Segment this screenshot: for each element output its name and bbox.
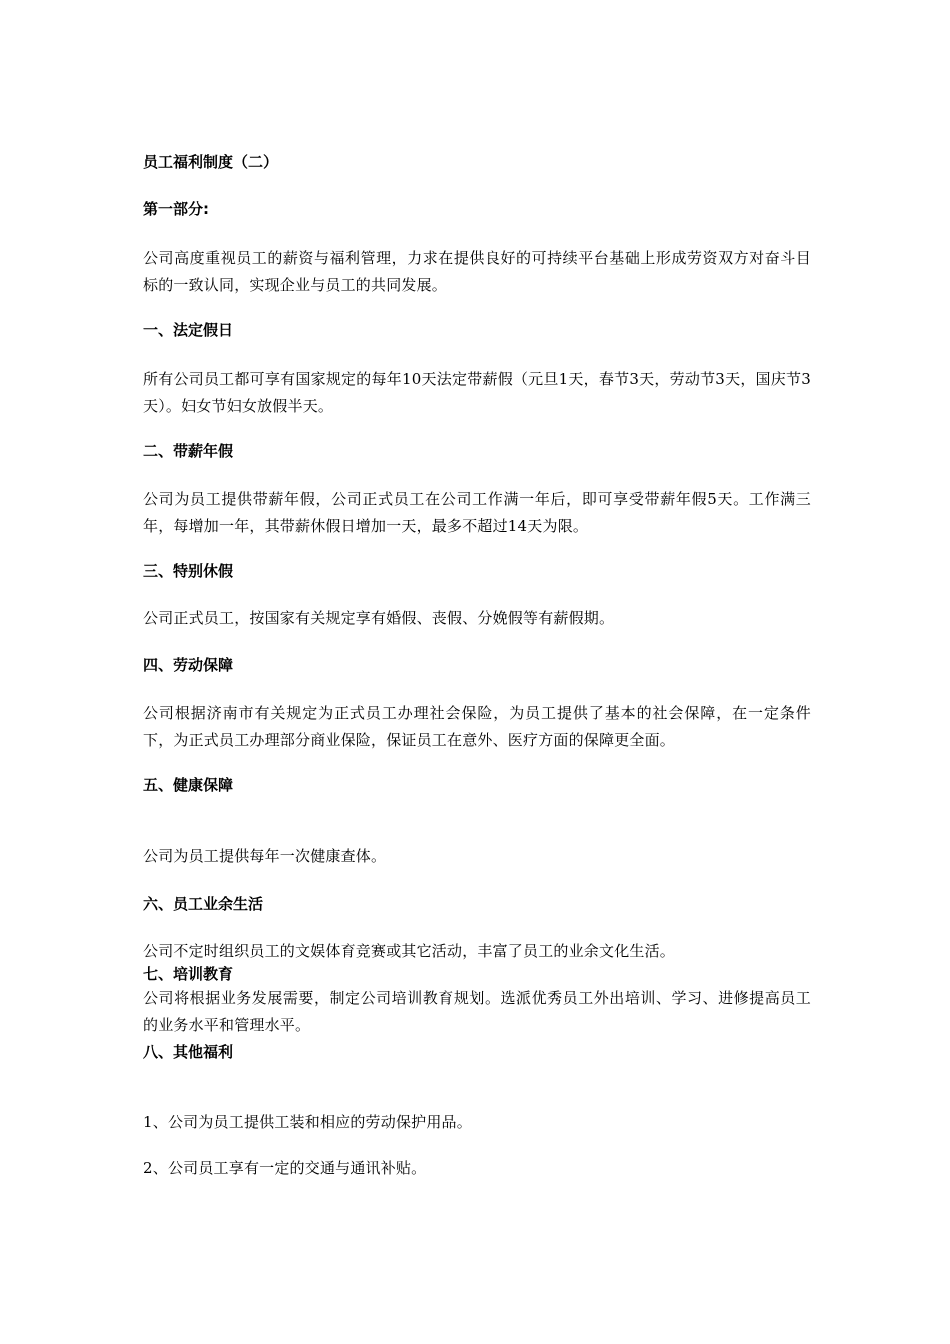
list-item: 2、公司员工享有一定的交通与通讯补贴。 <box>143 1159 427 1177</box>
list-item: 1、公司为员工提供工装和相应的劳动保护用品。 <box>143 1113 472 1131</box>
section-heading-5: 五、健康保障 <box>143 776 234 794</box>
section-heading-1: 一、法定假日 <box>143 321 234 339</box>
section-heading-2: 二、带薪年假 <box>143 442 234 460</box>
section-heading-3: 三、特别休假 <box>143 562 234 580</box>
intro-paragraph: 公司高度重视员工的薪资与福利管理，力求在提供良好的可持续平台基础上形成劳资双方对奋斗目标的一致认同，实现企业与员工的共同发展。 <box>143 249 811 294</box>
section-body-7: 公司将根据业务发展需要，制定公司培训教育规划。选派优秀员工外出培训、学习、进修提高员工的业务水平和管理水平。 <box>143 989 811 1034</box>
section-body-4: 公司根据济南市有关规定为正式员工办理社会保险，为员工提供了基本的社会保障，在一定条件下，为正式员工办理部分商业保险，保证员工在意外、医疗方面的保障更全面。 <box>143 704 811 749</box>
section-heading-4: 四、劳动保障 <box>143 656 234 674</box>
document-title: 员工福利制度（二） <box>143 153 279 171</box>
section-heading-6: 六、员工业余生活 <box>143 895 264 913</box>
section-body-3: 公司正式员工，按国家有关规定享有婚假、丧假、分娩假等有薪假期。 <box>143 609 615 627</box>
section-body-6: 公司不定时组织员工的文娱体育竞赛或其它活动，丰富了员工的业余文化生活。 <box>143 942 676 960</box>
section-body-2: 公司为员工提供带薪年假，公司正式员工在公司工作满一年后，即可享受带薪年假5天。工作满三年，每增加一年，其带薪休假日增加一天，最多不超过14天为限。 <box>143 490 811 535</box>
section-body-5: 公司为员工提供每年一次健康查体。 <box>143 847 387 865</box>
section-heading-7: 七、培训教育 <box>143 965 234 983</box>
section-body-1: 所有公司员工都可享有国家规定的每年10天法定带薪假（元旦1天，春节3天，劳动节3天，国庆节3天）。妇女节妇女放假半天。 <box>143 370 811 415</box>
section-heading-8: 八、其他福利 <box>143 1043 234 1061</box>
part-heading: 第一部分: <box>143 200 209 218</box>
